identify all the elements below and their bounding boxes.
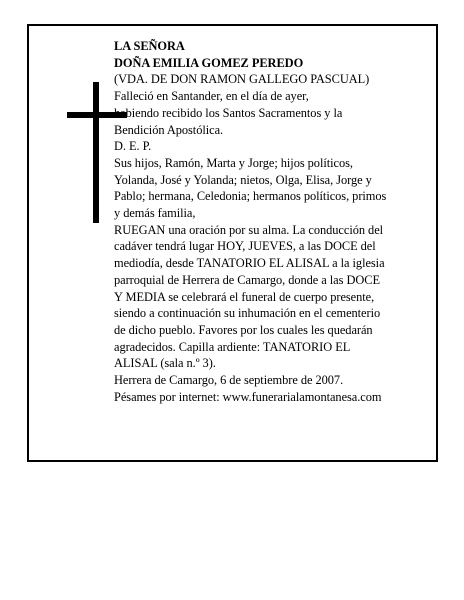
notice-place-date-line: Herrera de Camargo, 6 de septiembre de 2007. [114,373,344,388]
notice-heading-title: LA SEÑORA [114,39,185,53]
notice-service-line: ALISAL (sala n.º 3). [114,356,216,371]
obituary-notice-text [114,38,430,405]
notice-service-line: Y MEDIA se celebrará el funeral de cuerpo presente, [114,289,375,304]
notice-body-line: habiendo recibido los Santos Sacramentos y la [114,105,343,120]
notice-service-line: cadáver tendrá lugar HOY, JUEVES, a las DOCE del [114,239,376,254]
notice-family-line: y demás familia, [114,206,196,221]
notice-widow-of-line: (VDA. DE DON RAMON GALLEGO PASCUAL) [114,72,370,87]
notice-family-line: Pablo; hermana, Celedonia; hermanos políticos, primos [114,189,387,204]
notice-family-line: Sus hijos, Ramón, Marta y Jorge; hijos políticos, [114,155,353,170]
notice-service-line: agradecidos. Capilla ardiente: TANATORIO EL [114,339,351,354]
notice-service-line: siendo a continuación su inhumación en el cementerio [114,306,381,321]
notice-deceased-name: DOÑA EMILIA GOMEZ PEREDO [114,55,304,70]
notice-service-line: de dicho pueblo. Favores por los cuales les quedarán [114,322,373,337]
cross-icon-vertical [93,82,99,223]
notice-service-line: parroquial de Herrera de Camargo, donde a las DOCE [114,272,380,287]
notice-family-line: Yolanda, José y Yolanda; nietos, Olga, Elisa, Jorge y [114,172,372,187]
notice-body-line: Falleció en Santander, en el día de ayer, [114,89,309,104]
notice-body-line: Bendición Apostólica. [114,122,224,137]
notice-service-line: RUEGAN una oración por su alma. La conducción del [114,222,384,237]
notice-service-line: mediodía, desde TANATORIO EL ALISAL a la iglesia [114,256,385,271]
notice-rip-line: D. E. P. [114,139,152,154]
notice-condolences-line: Pésames por internet: www.funerarialamontanesa.com [114,389,382,404]
